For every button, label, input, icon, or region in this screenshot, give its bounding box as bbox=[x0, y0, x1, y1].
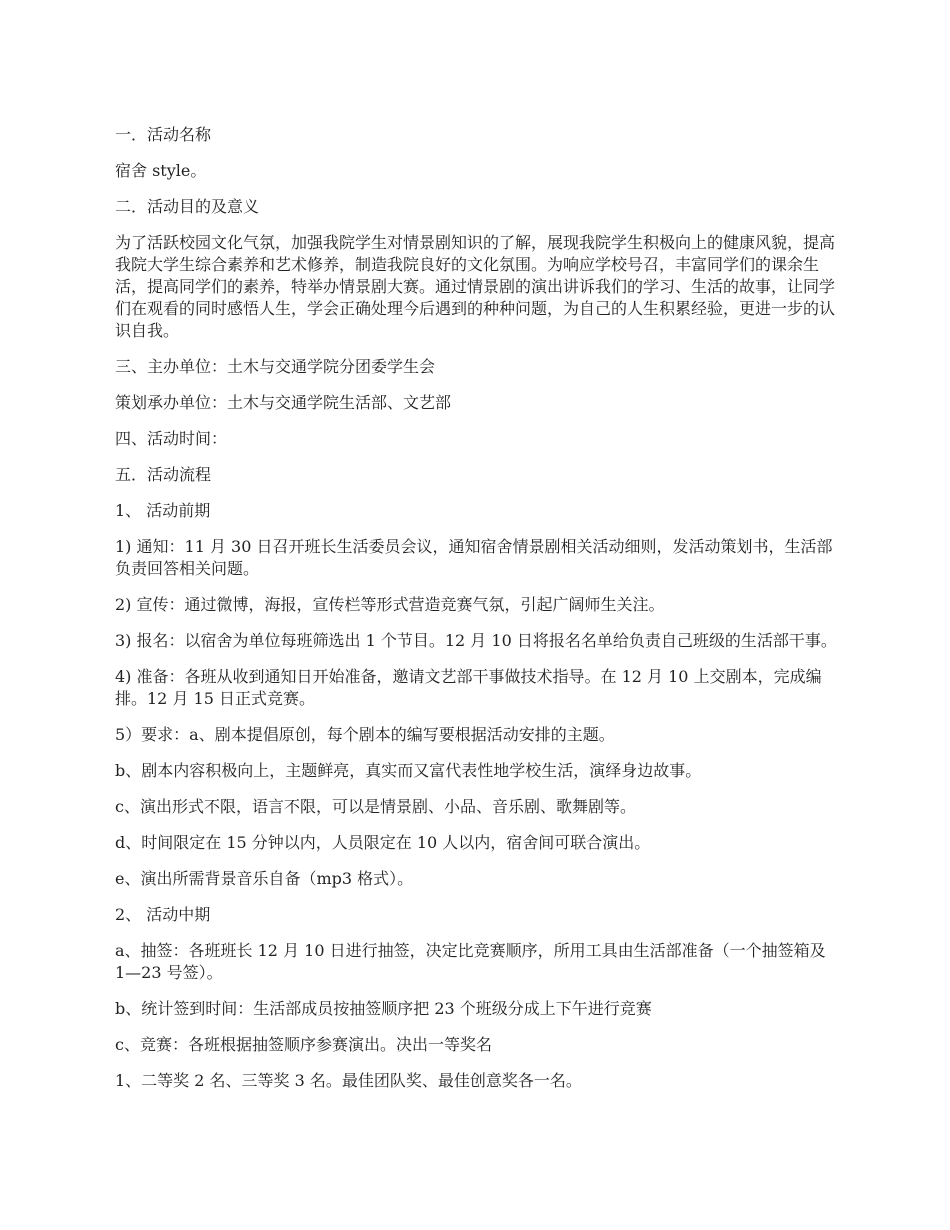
purpose-paragraph: 为了活跃校园文化气氛，加强我院学生对情景剧知识的了解，展现我院学生积极向上的健康风貌，提高我院大学生综合素养和艺术修养，制造我院良好的文化氛围。为响应学校号召，丰富同学们的课余生活，提高同学们的素养，特举办情景剧大赛。通过情景剧的演出讲诉我们的学习、生活的故事，让同学们在观看的同时感悟人生，学会正确处理今后遇到的种种问题，为自己的人生积累经验，更进一步的认识自我。 bbox=[115, 233, 836, 340]
requirement-c: c、演出形式不限，语言不限，可以是情景剧、小品、音乐剧、歌舞剧等。 bbox=[115, 797, 636, 816]
heading-purpose: 二．活动目的及意义 bbox=[115, 197, 260, 216]
heading-activity-process: 五．活动流程 bbox=[115, 465, 212, 484]
list-item-publicity: 2) 宣传：通过微博，海报，宣传栏等形式营造竞赛气氛，引起广阔师生关注。 bbox=[115, 595, 665, 614]
requirement-e: e、演出所需背景音乐自备（mp3 格式）。 bbox=[115, 869, 414, 888]
middle-item-competition: c、竞赛：各班根据抽签顺序参赛演出。决出一等奖名 bbox=[115, 1035, 492, 1054]
document-body bbox=[115, 124, 840, 1106]
subheading-middle-stage: 2、 活动中期 bbox=[115, 905, 211, 924]
list-item-notice: 1) 通知：11 月 30 日召开班长生活委员会议，通知宿舍情景剧相关活动细则，发活动策划书，生活部负责回答相关问题。 bbox=[115, 537, 833, 578]
awards-line: 1、二等奖 2 名、三等奖 3 名。最佳团队奖、最佳创意奖各一名。 bbox=[115, 1071, 582, 1090]
subheading-early-stage: 1、 活动前期 bbox=[115, 501, 211, 520]
organizer-line: 三、主办单位：土木与交通学院分团委学生会 bbox=[115, 357, 436, 376]
co-organizer-line: 策划承办单位：土木与交通学院生活部、文艺部 bbox=[115, 393, 452, 412]
heading-activity-name: 一．活动名称 bbox=[115, 125, 212, 144]
list-item-preparation: 4) 准备：各班从收到通知日开始准备，邀请文艺部干事做技术指导。在 12 月 10 上交剧本，完成编排。12 月 15 日正式竞赛。 bbox=[115, 667, 822, 708]
middle-item-lottery: a、抽签：各班班长 12 月 10 日进行抽签，决定比竞赛顺序，所用工具由生活部准备（一个抽签箱及 1—23 号签）。 bbox=[115, 941, 826, 982]
activity-name-text: 宿舍 style。 bbox=[115, 161, 207, 180]
list-item-registration: 3) 报名：以宿舍为单位每班筛选出 1 个节目。12 月 10 日将报名名单给负责自己班级的生活部干事。 bbox=[115, 631, 837, 650]
heading-activity-time: 四、活动时间： bbox=[115, 429, 228, 448]
requirement-b: b、剧本内容积极向上，主题鲜亮，真实而又富代表性地学校生活，演绎身边故事。 bbox=[115, 761, 702, 780]
requirement-d: d、时间限定在 15 分钟以内，人员限定在 10 人以内，宿舍间可联合演出。 bbox=[115, 833, 651, 852]
middle-item-checkin: b、统计签到时间：生活部成员按抽签顺序把 23 个班级分成上下午进行竞赛 bbox=[115, 999, 652, 1018]
list-item-requirements: 5）要求：a、剧本提倡原创，每个剧本的编写要根据活动安排的主题。 bbox=[115, 725, 615, 744]
